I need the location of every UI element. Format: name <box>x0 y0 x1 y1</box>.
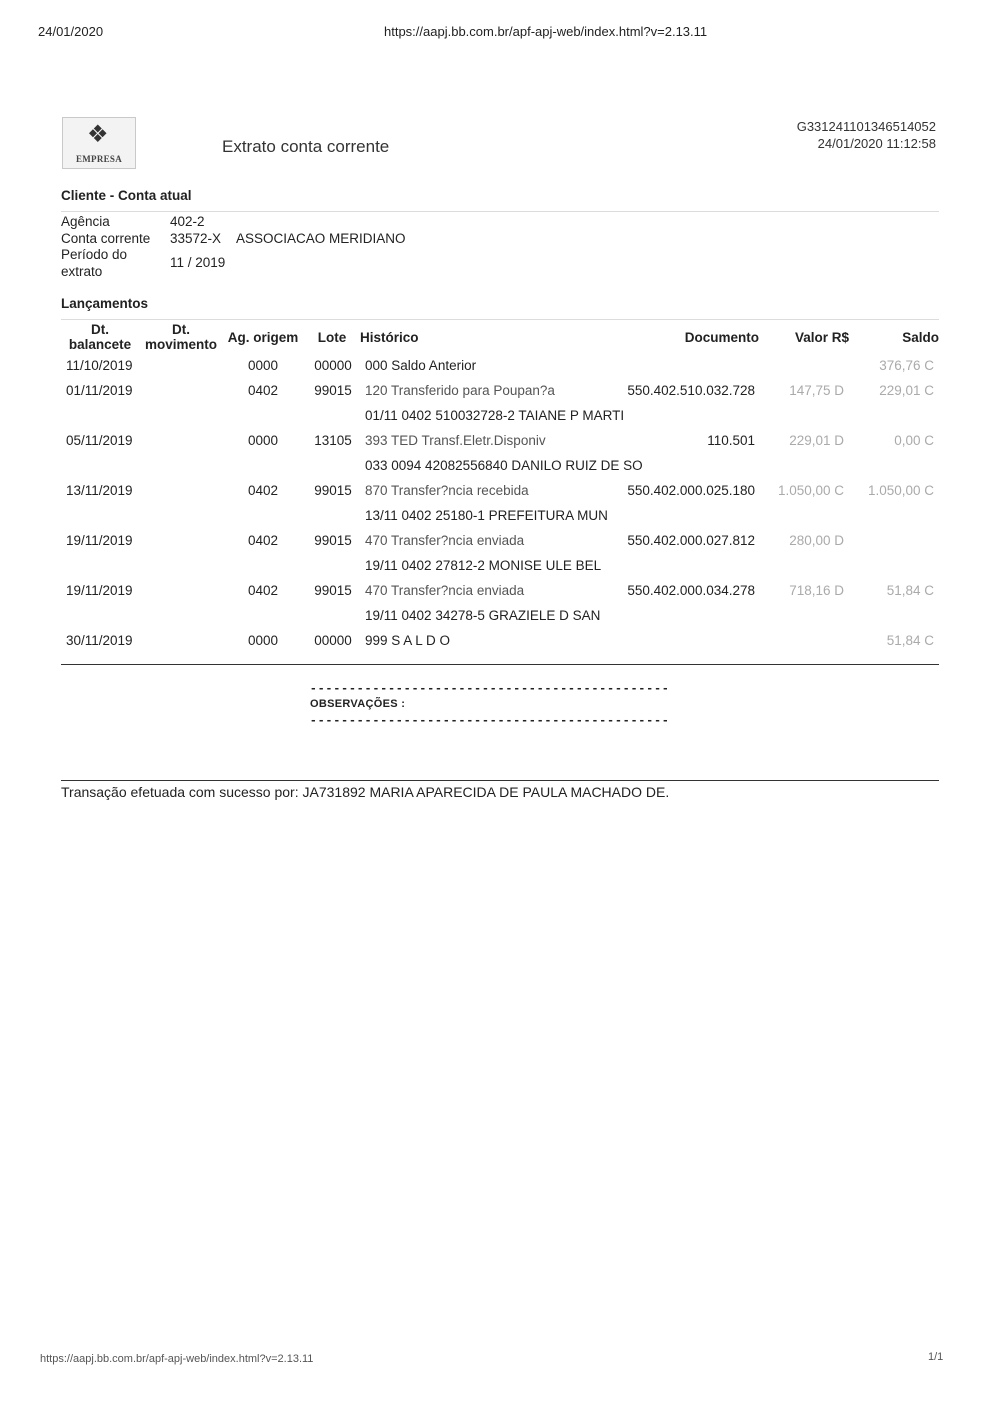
row-dt-balancete: 19/11/2019 <box>66 583 133 598</box>
row-lote: 99015 <box>314 533 352 548</box>
obs-dash-top: ---------------------------------------------- <box>310 682 670 695</box>
col-header-dt-balancete: Dt. balancete <box>68 322 132 352</box>
row-lote: 13105 <box>314 433 352 448</box>
observacoes-label: OBSERVAÇÕES : <box>310 698 406 710</box>
row-historico: 999 S A L D O <box>365 633 451 648</box>
row-ag-origem: 0402 <box>247 583 279 598</box>
row-saldo: 1.050,00 C <box>867 483 934 498</box>
row-historico: 470 Transfer?ncia enviada <box>365 533 525 548</box>
table-bottom-rule <box>61 664 939 665</box>
periodo-value: 11 / 2019 <box>170 255 226 270</box>
row-valor: 718,16 D <box>789 583 844 598</box>
col-header-historico: Histórico <box>360 330 419 345</box>
row-valor: 1.050,00 C <box>777 483 844 498</box>
section-divider <box>61 211 939 212</box>
print-url: https://aapj.bb.com.br/apf-apj-web/index.html?v=2.13.11 <box>384 24 708 39</box>
document-datetime: 24/01/2020 11:12:58 <box>817 136 936 151</box>
row-historico: 870 Transfer?ncia recebida <box>365 483 529 498</box>
row-documento: 110.501 <box>707 433 755 448</box>
row-dt-balancete: 11/10/2019 <box>66 358 133 373</box>
col-header-dt-movimento: Dt. movimento <box>144 322 217 352</box>
row-lote: 99015 <box>314 383 352 398</box>
row-lote: 99015 <box>314 483 352 498</box>
row-historico: 120 Transferido para Poupan?a <box>365 383 555 398</box>
row-documento: 550.402.000.034.278 <box>627 583 755 598</box>
document-id <box>797 118 936 152</box>
row-valor: 280,00 D <box>789 533 844 548</box>
logo-label: EMPRESA <box>75 154 123 164</box>
row-historico: 393 TED Transf.Eletr.Disponiv <box>365 433 546 448</box>
col-header-saldo: Saldo <box>902 330 939 345</box>
row-lote: 00000 <box>314 358 352 373</box>
agencia-value: 402-2 <box>170 214 205 229</box>
col-header-documento: Documento <box>684 330 759 345</box>
row-saldo: 51,84 C <box>886 583 934 598</box>
col-header-lote: Lote <box>317 330 347 345</box>
periodo-label-2: extrato <box>61 264 103 279</box>
print-date: 24/01/2020 <box>38 24 104 39</box>
row-saldo: 376,76 C <box>879 358 934 373</box>
row-detail: 01/11 0402 510032728-2 TAIANE P MARTI <box>365 408 625 423</box>
row-saldo: 51,84 C <box>886 633 934 648</box>
row-detail: 033 0094 42082556840 DANILO RUIZ DE SO <box>365 458 643 473</box>
row-saldo: 0,00 C <box>894 433 934 448</box>
document-code: G331241101346514052 <box>796 119 936 134</box>
row-lote: 00000 <box>314 633 352 648</box>
section-divider <box>61 319 939 320</box>
row-ag-origem: 0000 <box>247 633 279 648</box>
row-dt-balancete: 13/11/2019 <box>66 483 133 498</box>
bank-logo <box>62 117 136 169</box>
periodo-label: Período do <box>61 247 128 262</box>
row-detail: 13/11 0402 25180-1 PREFEITURA MUN <box>365 508 608 523</box>
account-holder-name: ASSOCIACAO MERIDIANO <box>236 231 406 246</box>
row-lote: 99015 <box>314 583 352 598</box>
row-dt-balancete: 30/11/2019 <box>66 633 133 648</box>
row-detail: 19/11 0402 34278-5 GRAZIELE D SAN <box>365 608 601 623</box>
agencia-label: Agência <box>61 214 110 229</box>
row-detail: 19/11 0402 27812-2 MONISE ULE BEL <box>365 558 602 573</box>
col-header-valor: Valor R$ <box>794 330 849 345</box>
print-footer-url: https://aapj.bb.com.br/apf-apj-web/index.html?v=2.13.11 <box>40 1353 314 1365</box>
row-documento: 550.402.000.025.180 <box>627 483 755 498</box>
conta-label: Conta corrente <box>61 231 151 246</box>
row-ag-origem: 0402 <box>247 483 279 498</box>
row-valor: 229,01 D <box>789 433 844 448</box>
row-dt-balancete: 05/11/2019 <box>66 433 133 448</box>
obs-dash-bottom: ---------------------------------------------- <box>310 714 670 727</box>
row-valor: 147,75 D <box>789 383 844 398</box>
page-number: 1/1 <box>928 1351 944 1363</box>
footer-rule <box>61 780 939 781</box>
banco-do-brasil-logo-icon: ❖ <box>87 121 109 148</box>
row-saldo: 229,01 C <box>879 383 934 398</box>
row-ag-origem: 0402 <box>247 533 279 548</box>
row-historico: 000 Saldo Anterior <box>365 358 477 373</box>
conta-value: 33572-X <box>170 231 222 246</box>
client-section-title: Cliente - Conta atual <box>61 188 192 203</box>
row-ag-origem: 0000 <box>247 358 279 373</box>
row-dt-balancete: 01/11/2019 <box>66 383 133 398</box>
row-documento: 550.402.510.032.728 <box>627 383 755 398</box>
row-historico: 470 Transfer?ncia enviada <box>365 583 525 598</box>
row-ag-origem: 0402 <box>247 383 279 398</box>
row-documento: 550.402.000.027.812 <box>627 533 755 548</box>
transaction-confirmation: Transação efetuada com sucesso por: JA731892 MARIA APARECIDA DE PAULA MACHADO DE. <box>61 784 670 800</box>
row-dt-balancete: 19/11/2019 <box>66 533 133 548</box>
lancamentos-section-title: Lançamentos <box>61 296 149 311</box>
row-ag-origem: 0000 <box>247 433 279 448</box>
col-header-ag-origem: Ag. origem <box>227 330 299 345</box>
page-title: Extrato conta corrente <box>222 137 390 156</box>
